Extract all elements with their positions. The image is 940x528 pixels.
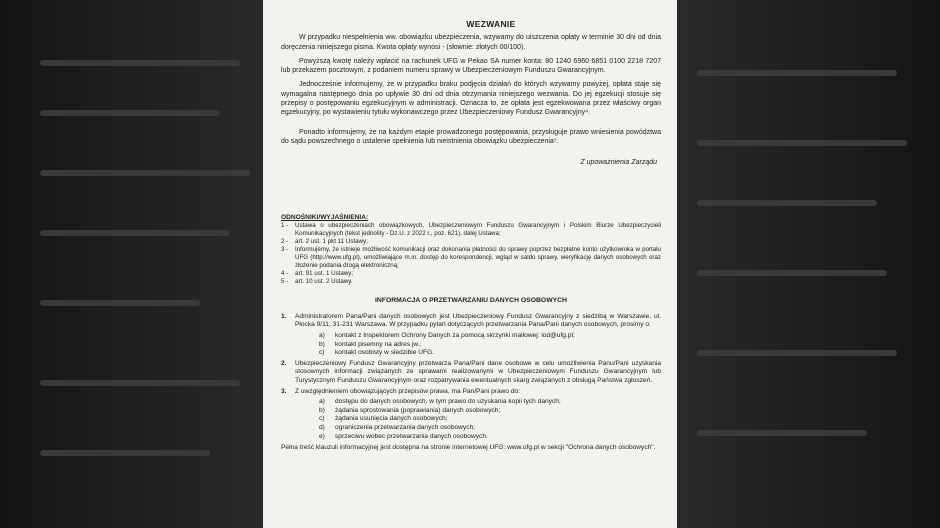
blurred-background-left bbox=[0, 0, 263, 528]
paragraph-court-right: Ponadto informujemy, że na każdym etapie prowadzonego postępowania, przysługuje prawo wniesienia powództwa do sądu powszechnego o ustalenie spełnienia lub nieistnienia obowiązku ubezpieczenia⁵. bbox=[281, 128, 661, 145]
privacy-item: 1. Administratorem Pana/Pani danych osobowych jest Ubezpieczeniowy Fundusz Gwarancyjny z siedzibą w Warszawie, ul. Płocka 9/11, 31-231 Warszawa. W przypadku pytań dotyczących przetwarzania Pana/Pani danych osobowych, prosimy o: bbox=[281, 312, 661, 329]
privacy-subitem: d) ograniczenia przetwarzania danych osobowych; bbox=[319, 423, 476, 431]
document-title: WEZWANIE bbox=[466, 19, 516, 29]
footnote-item: 3 - Informujemy, że istnieje możliwość komunikacji oraz dokonania płatności do sprawy poprzez bezpłatne konto użytkownika w portalu UFG (http://www.ufg.pl), umożliwiające m.in. dostęp do korespondencji, wgląd w saldo sprawy, weryfikację danych osobowych oraz złożenie podania drogą elektroniczną; bbox=[281, 245, 661, 269]
privacy-subitem: a) dostępu do danych osobowych, w tym prawo do uzyskania kopii tych danych; bbox=[319, 398, 561, 406]
document-page bbox=[263, 0, 677, 528]
document-body bbox=[281, 20, 661, 453]
privacy-subitem: e) sprzeciwu wobec przetwarzania danych osobowych. bbox=[319, 432, 488, 440]
signature: Z upoważnienia Zarządu bbox=[580, 159, 657, 167]
privacy-subitem: b) żądania sprostowania (poprawiania) danych osobowych; bbox=[319, 406, 501, 414]
paragraph-enforcement: Jednocześnie informujemy, że w przypadku braku podjęcia działań do których wzywamy powyżej, opłata staje się wymagalna następnego dnia po upływie 30 dni od dnia otrzymania niniejszego wezwania. Do jej egzekucji stosuje się przepisy o postępowaniu egzekucyjnym w administracji. Oznacza to, że opłata jest egzekwowana przez właściwy organ egzekucyjny, po wystawieniu tytułu wykonawczego przez Ubezpieczeniowy Fundusz Gwarancyjny⁴. bbox=[281, 81, 661, 117]
footnote-item: 4 - art. 91 ust. 1 Ustawy; bbox=[281, 269, 354, 277]
footnote-item: 1 - Ustawa o ubezpieczeniach obowiązkowych, Ubezpieczeniowym Funduszu Gwarancyjnym i Polskim Biurze Ubezpieczycieli Komunikacyjnych (tekst jednolity - Dz.U. z 2022 r., poz. 621), dalej Ustawa; bbox=[281, 221, 661, 237]
privacy-footer-note: Pełna treść klauzuli informacyjnej jest dostępna na stronie internetowej UFG: www.ufg.pl w sekcji "Ochrona danych osobowych". bbox=[281, 444, 656, 452]
privacy-subitem: a) kontakt z Inspektorem Ochrony Danych za pomocą skrzynki mailowej: iod@ufg.pl; bbox=[319, 332, 575, 340]
data-privacy-heading: INFORMACJA O PRZETWARZANIU DANYCH OSOBOWYCH bbox=[375, 296, 567, 304]
data-privacy-section bbox=[281, 313, 661, 441]
footnotes-heading: ODNOŚNIKI/WYJAŚNIENIA: bbox=[281, 213, 369, 221]
privacy-item: 2. Ubezpieczeniowy Fundusz Gwarancyjny przetwarza Pana/Pani dane osobowe w celu umożliwienia Panu/Pani uzyskania stosownych informacji związanych ze sprawami realizowanymi w Ubezpieczeniowym Funduszu Gwarancyjnym lub Turystycznym Funduszu Gwarancyjnym oraz rozpatrywania ewentualnych skarg związanych z obsługą Państwa zgłoszeń. bbox=[281, 359, 661, 385]
paragraph-payment-demand: W przypadku niespełnienia ww. obowiązku ubezpieczenia, wzywamy do uiszczenia opłaty w terminie 30 dni od dnia doręczenia niniejszego pisma. Kwota opłaty wynosi - (słownie: złotych 00/100). bbox=[281, 34, 661, 51]
footnote-item: 5 - art. 10 ust. 2 Ustawy. bbox=[281, 277, 353, 285]
privacy-item: 3. Z uwzględnieniem obowiązujących przepisów prawa, ma Pan/Pani prawo do: bbox=[281, 387, 521, 395]
privacy-subitem: c) żądania usunięcia danych osobowych; bbox=[319, 415, 448, 423]
blurred-background-right bbox=[677, 0, 940, 528]
privacy-subitem: c) kontakt osobisty w siedzibie UFG. bbox=[319, 349, 434, 357]
privacy-subitem: b) kontakt pisemny na adres jw.; bbox=[319, 340, 422, 348]
paragraph-bank-account: Powyższą kwotę należy wpłacić na rachunek UFG w Pekao SA numer konta: 80 1240 6960 6851 0100 2218 7207 lub przekazem pocztowym, z podaniem numeru sprawy w Ubezpieczeniowym Funduszu Gwarancyjnym. bbox=[281, 57, 661, 75]
footnote-item: 2 - art. 2 ust. 1 pkt 11 Ustawy; bbox=[281, 237, 368, 245]
footnotes bbox=[281, 214, 661, 286]
